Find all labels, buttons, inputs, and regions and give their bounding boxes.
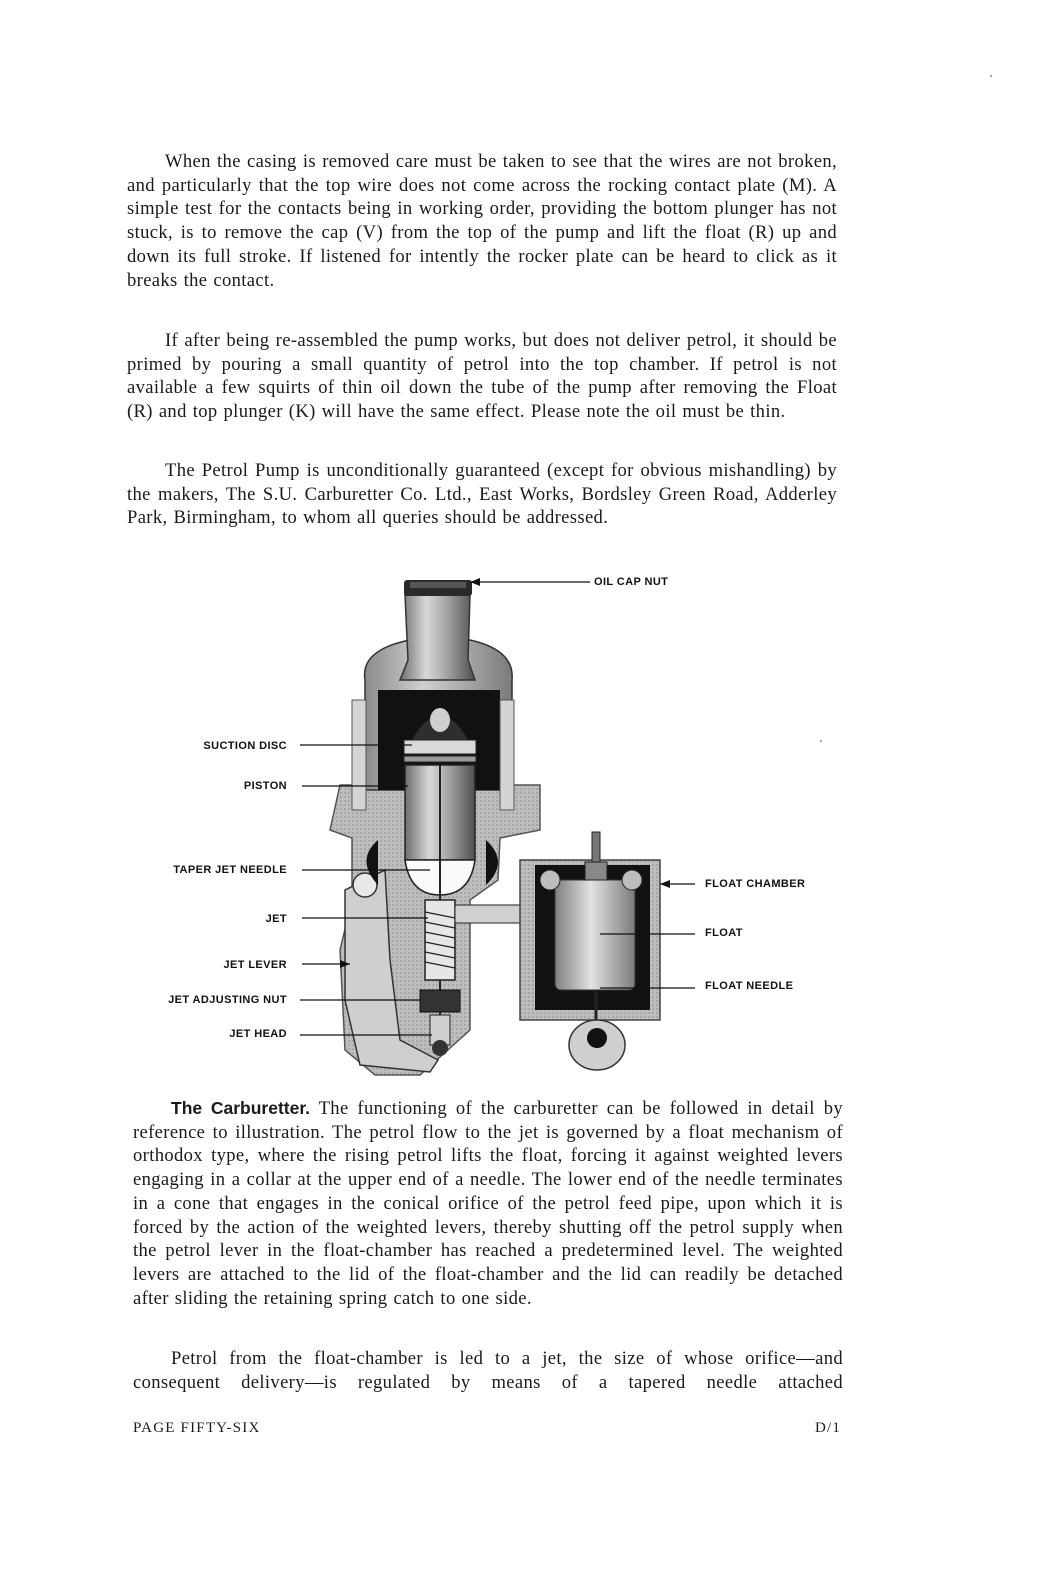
label-taper-jet-needle: TAPER JET NEEDLE [173,864,287,876]
paragraph-text: When the casing is removed care must be taken to see that the wires are not broken, and particularly that the top wire does not come across the rocking contact plate (M). A simple test for the contacts being in working order, providing the bottom plunger has not stuck, is to remove the cap (V) from the top of the pump and lift the float (R) up and down its full stroke. If listened for intently the rocker plate can be heard to click as it breaks the contact. [127,151,837,291]
float-chamber [520,832,660,1070]
label-suction-disc: SUCTION DISC [203,740,287,752]
label-float-needle: FLOAT NEEDLE [705,980,794,992]
label-jet-lever: JET LEVER [223,959,287,971]
label-jet-head: JET HEAD [229,1028,287,1040]
paragraph-text: The functioning of the carburetter can be followed in detail by reference to illustration. The petrol flow to the jet is governed by a float mechanism of orthodox type, where the rising petrol lifts the float, forcing it against weighted levers engaging in a collar at the upper end of a needle. The lower end of the needle terminates in a cone that engages in the conical orifice of the petrol feed pipe, upon which it is forced by the action of the weighted levers, thereby shutting off the petrol supply when the petrol lever in the float-chamber has reached a predetermined level. The weighted levers are attached to the lid of the float-chamber and the lid can readily be detached after sliding the retaining spring catch to one side. [133,1098,843,1309]
print-speck [820,740,822,742]
print-speck [990,75,992,77]
section-heading: The Carburetter. [171,1098,311,1118]
label-float-chamber: FLOAT CHAMBER [705,878,806,890]
label-float: FLOAT [705,927,743,939]
paragraph-jet-regulation [133,1347,843,1394]
page-reference: D/1 [815,1420,842,1436]
paragraph-carburetter [133,1097,843,1310]
label-oil-cap-nut: OIL CAP NUT [594,576,669,588]
oil-cap-tube [400,580,475,680]
paragraph-text: The Petrol Pump is unconditionally guaranteed (except for obvious mishandling) by the makers, The S.U. Carburetter Co. Ltd., East Works, Bordsley Green Road, Adderley Park, Birmingham, to whom all queries should be addressed. [127,460,837,529]
paragraph-text: If after being re-assembled the pump works, but does not deliver petrol, it should be primed by pouring a small quantity of petrol into the top chamber. If petrol is not available a few squirts of thin oil down the tube of the pump after removing the Float (R) and top plunger (K) will have the same effect. Please note the oil must be thin. [127,330,837,423]
label-jet-adjusting-nut: JET ADJUSTING NUT [168,994,287,1006]
paragraph-text: Petrol from the float-chamber is led to a jet, the size of whose orifice—and consequent delivery—is regulated by means of a tapered needle attached [133,1348,843,1393]
label-piston: PISTON [243,780,287,792]
page-number: PAGE FIFTY-SIX [133,1420,261,1436]
label-jet: JET [265,913,287,925]
